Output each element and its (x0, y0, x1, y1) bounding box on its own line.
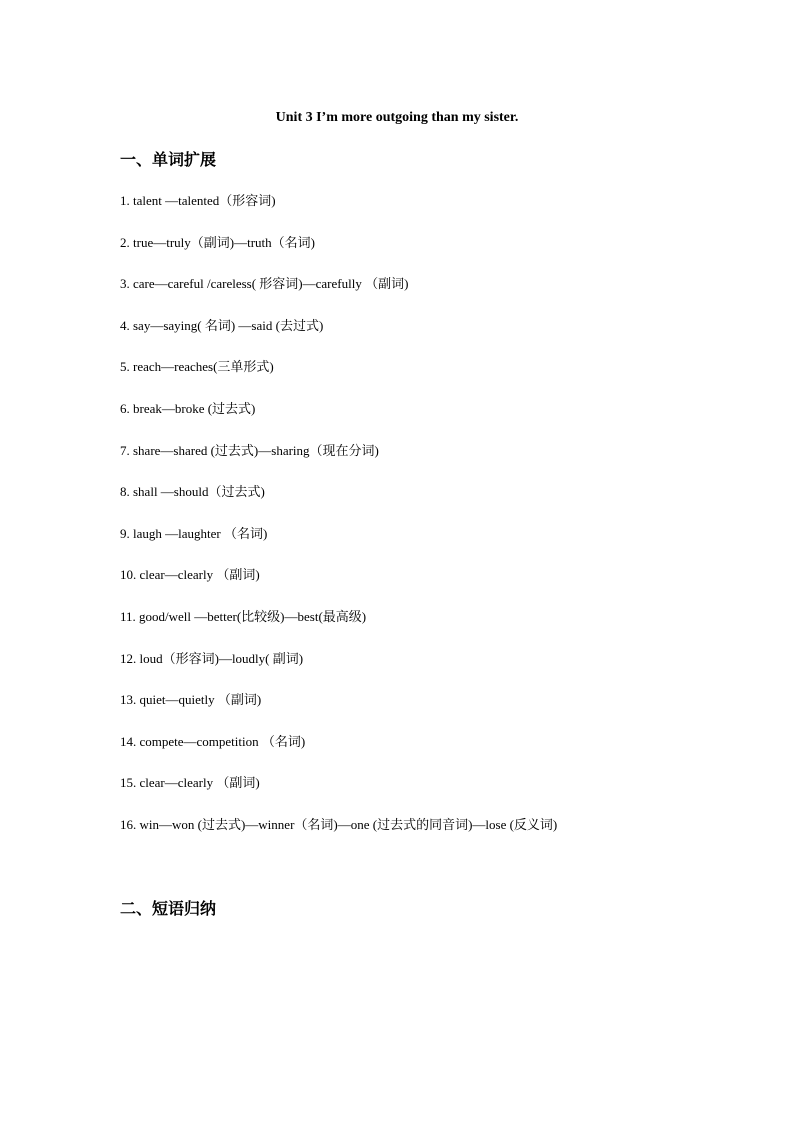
list-item: 10. clear—clearly （副词) (120, 567, 260, 583)
list-item: 9. laugh —laughter （名词) (120, 525, 268, 541)
section-heading-phrase-summary: 二、短语归纳 (120, 899, 217, 918)
list-item: 4. say—saying( 名词) —said (去过式) (120, 317, 324, 333)
list-item: 11. good/well —better(比较级)—best(最高级) (120, 608, 367, 624)
list-item: 5. reach—reaches(三单形式) (120, 359, 274, 375)
list-item: 13. quiet—quietly （副词) (120, 692, 262, 708)
list-item: 7. share—shared (过去式)—sharing（现在分词) (120, 442, 379, 458)
list-item: 1. talent —talented（形容词) (120, 193, 276, 208)
list-item: 12. loud（形容词)—loudly( 副词) (120, 650, 304, 666)
list-item: 8. shall —should（过去式) (120, 484, 265, 500)
list-item: 16. win—won (过去式)—winner（名词)—one (过去式的同音词)—lose (反义词) (120, 816, 558, 832)
page-title: Unit 3 I’m more outgoing than my sister. (275, 110, 519, 125)
list-item: 14. compete—competition （名词) (120, 733, 306, 749)
list-item: 6. break—broke (过去式) (120, 400, 256, 416)
section-heading-word-expansion: 一、单词扩展 (120, 150, 217, 169)
list-item: 3. care—careful /careless( 形容词)—carefully （副词) (120, 276, 409, 292)
word-list (120, 190, 557, 856)
list-item: 15. clear—clearly （副词) (120, 775, 260, 791)
list-item: 2. true—truly（副词)—truth（名词) (120, 234, 315, 250)
